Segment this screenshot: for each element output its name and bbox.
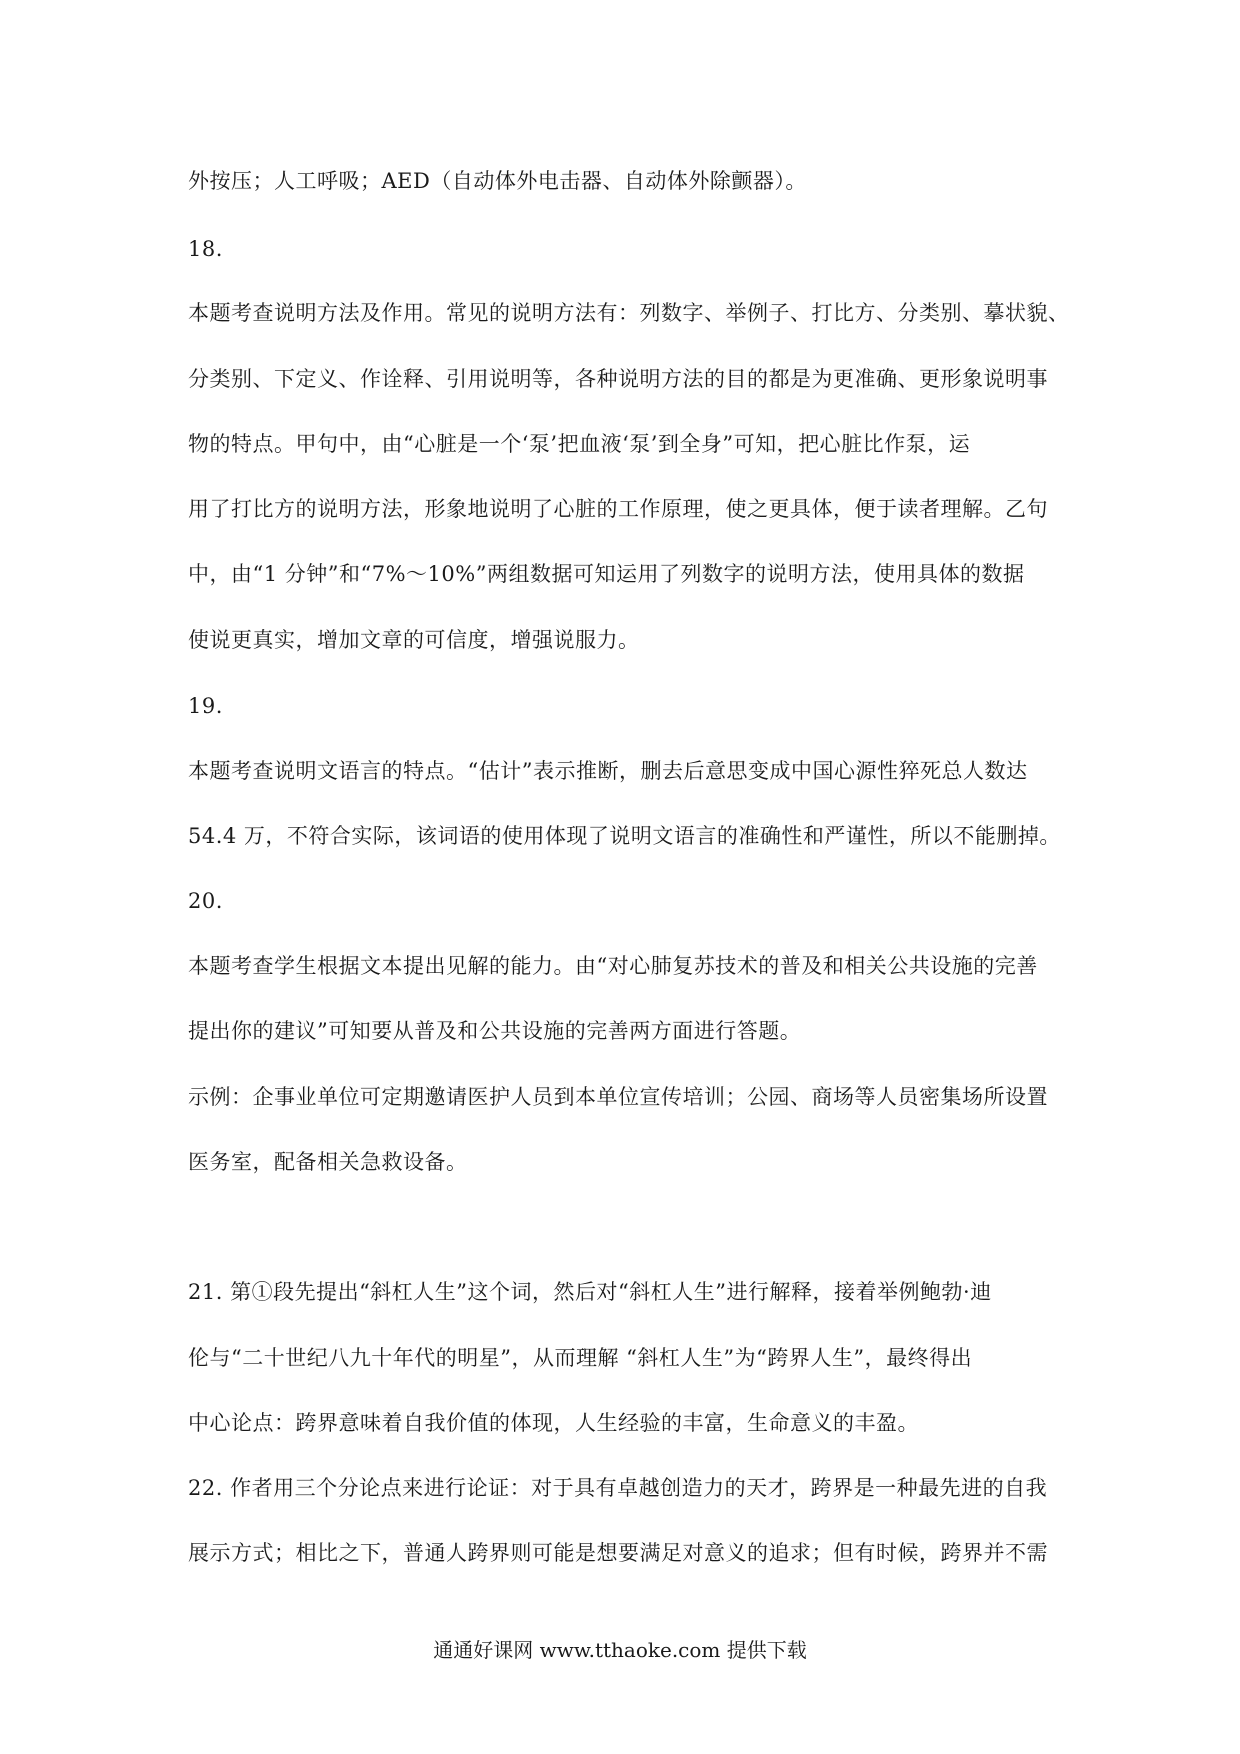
text-line: 本题考查说明文语言的特点。“估计”表示推断，删去后意思变成中国心源性猝死总人数达 (188, 759, 1028, 783)
text-line: 医务室，配备相关急救设备。 (188, 1150, 468, 1174)
text-line: 展示方式；相比之下，普通人跨界则可能是想要满足对意义的追求；但有时候，跨界并不需 (188, 1541, 1048, 1565)
text-line: 使说更真实，增加文章的可信度，增强说服力。 (188, 628, 640, 652)
text-line: 示例：企事业单位可定期邀请医护人员到本单位宣传培训；公园、商场等人员密集场所设置 (188, 1085, 1048, 1109)
text-line: 本题考查学生根据文本提出见解的能力。由“对心肺复苏技术的普及和相关公共设施的完善 (188, 954, 1038, 978)
question-number-18: 18. (188, 237, 223, 261)
text-line: 外按压；人工呼吸；AED（自动体外电击器、自动体外除颤器）。 (188, 169, 807, 193)
question-number-19: 19. (188, 694, 223, 718)
text-line: 伦与“二十世纪八九十年代的明星”，从而理解 “斜杠人生”为“跨界人生”，最终得出 (188, 1346, 973, 1370)
text-line: 提出你的建议”可知要从普及和公共设施的完善两方面进行答题。 (188, 1019, 802, 1043)
text-line: 本题考查说明方法及作用。常见的说明方法有：列数字、举例子、打比方、分类别、摹状貌、 (188, 301, 1070, 325)
text-line: 22. 作者用三个分论点来进行论证：对于具有卓越创造力的天才，跨界是一种最先进的自我 (188, 1476, 1048, 1500)
page-footer: 通通好课网 www.tthaoke.com 提供下载 (433, 1638, 807, 1662)
text-line: 54.4 万，不符合实际，该词语的使用体现了说明文语言的准确性和严谨性，所以不能删掉。 (188, 824, 1061, 848)
text-line: 物的特点。甲句中，由“心脏是一个‘泵’把血液‘泵’到全身”可知，把心脏比作泵，运 (188, 432, 971, 456)
text-line: 分类别、下定义、作诠释、引用说明等，各种说明方法的目的都是为更准确、更形象说明事 (188, 367, 1048, 391)
text-line: 用了打比方的说明方法，形象地说明了心脏的工作原理，使之更具体，便于读者理解。乙句 (188, 497, 1048, 521)
question-number-20: 20. (188, 889, 223, 913)
text-line: 中心论点：跨界意味着自我价值的体现，人生经验的丰富，生命意义的丰盈。 (188, 1411, 919, 1435)
text-line: 中，由“1 分钟”和“7%～10%”两组数据可知运用了列数字的说明方法，使用具体的数据 (188, 562, 1025, 586)
text-line: 21. 第①段先提出“斜杠人生”这个词，然后对“斜杠人生”进行解释，接着举例鲍勃·迪 (188, 1280, 992, 1304)
